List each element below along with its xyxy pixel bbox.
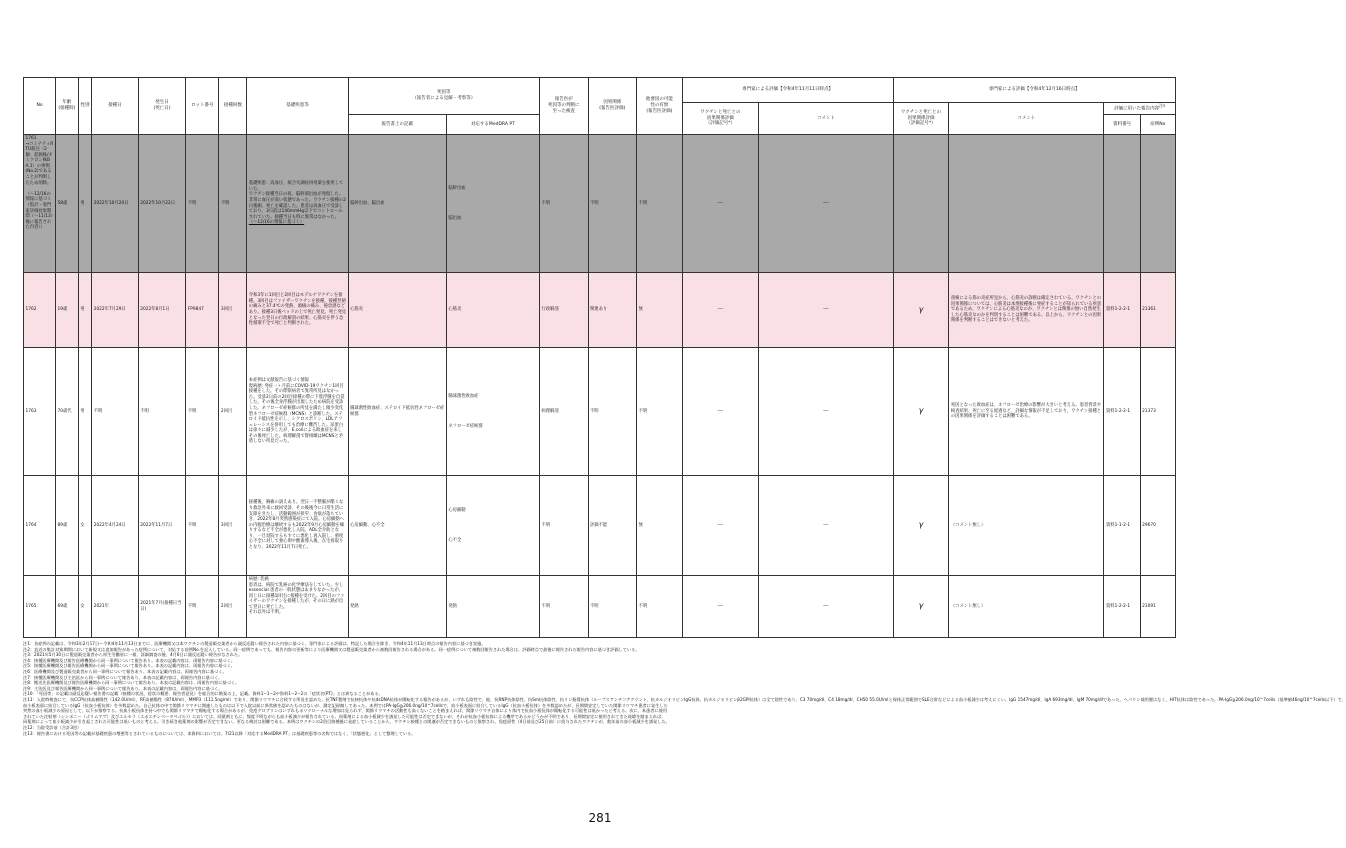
cell-e1-comment: － (759, 135, 893, 273)
footnote: 注2：直近の集計対象期間において新規又は追加報告があった症例について、対応する症例No.を記入している。同一症例であっても、報告内容の更新等により医療機関又は製造販売業者から複数回報告される場合がある。同一症例について複数回報告された場合は、評価時点で最後に報告された報告内容に基づき評価している。 (23, 646, 640, 652)
cell-pt (446, 476, 539, 576)
cell-pt (446, 348, 539, 476)
cell-other-cause: 不明 (637, 135, 682, 273)
cell-doc-no (1104, 135, 1140, 273)
cell-causality: 評価不能 (588, 476, 637, 576)
cell-lot: 不明 (186, 476, 219, 576)
cell-history: 病歴: 乳癌 患者は、病院で乳癌の化学療法をしていた。少し essencial 患者の一般状態はあまりなかったが、同じ日に接種1回目に接種を受けた。2回目のファイザーのワクチンを接種したが、その日に熱が出て翌日に死亡した。 それ以外は不明。 (247, 576, 348, 638)
cell-e2-comment: 剖検による筋の炎症所見から、心筋炎の診断は確定されている。ワクチンとの因果関係については、心筋炎は本剤接種後に発症することが知られている疾患であるため、ワクチンによる心筋炎なのか、ワクチンとは関係の無い自然発生した心筋炎なのかを判別することは困難である。以上から、ワクチンとの因果関係を判断することはできないと考えた。 (949, 273, 1104, 348)
cell-e1-eval: － (682, 273, 759, 348)
cell-onset: 2022年8月1日 (138, 273, 186, 348)
cell-age: 69歳 (56, 576, 79, 638)
header-e1-eval: ワクチンと死亡との 因果関係評価 （評価記号*） (682, 103, 759, 135)
cell-e2-comment: （コメント無し） (949, 476, 1104, 576)
cell-e1-eval: － (682, 135, 759, 273)
cell-doc-no: 資料1-2-2-1 (1104, 576, 1140, 638)
footnote: 注1：各症例の記載は、令和3年2月17日〜令和4年11月13日までに、医療機関又は本ワクチンの製造販売業者から副反応疑い報告された内容に基づく。専門家による評価は、特記した場合を除き、令和4年11月13日時点の報告内容に基づき実施。 (23, 641, 486, 646)
footnote: 注5：接種医療機関及び報告医療機関から同一事例について報告あり。本表の記載内容は、両報告内容に基づく。 (23, 663, 235, 669)
header-dose: 接種回数 (219, 78, 247, 135)
cell-other-cause: 無 (637, 273, 682, 348)
cell-case-no: 21373 (1140, 348, 1175, 476)
cell-dose: 2回目 (219, 348, 247, 476)
header-vac-date: 接種日 (92, 78, 139, 135)
cell-other-cause: 不明 (637, 348, 682, 476)
cell-onset: 2022年11月7日 (138, 476, 186, 576)
pt-item: 脳出血 (448, 215, 462, 221)
header-other-cause: 他要因の可能 性の有無 (報告医評価) (637, 78, 682, 135)
cell-dose: 2回目 (219, 576, 247, 638)
cell-sex: 男 (78, 348, 91, 476)
header-sex: 性別 (78, 78, 91, 135)
cell-no: 1763 (24, 348, 56, 476)
cell-history (247, 135, 348, 273)
header-e2-eval: ワクチンと死亡との 因果関係評価 （評価記号*） (893, 103, 949, 135)
footnote: 同薬剤によって血小板減少が引き起こされた可能性は低いものと考える。引き続き他薬剤の影響が否定できない。更なる検討は困難である。本例はワクチンの2回目接種後に発症していることから、ワクチン接種との関連が否定できないものと推察され、免疫原性（4日前及び25日前）に投与されたワクチンが、数年前の血小板減少を誘発した。 (23, 719, 670, 725)
page-number: 281 (588, 811, 612, 825)
cell-e2-eval: γ (893, 348, 949, 476)
cell-causality: 不明 (588, 348, 637, 476)
cell-sex: 女 (78, 476, 91, 576)
cell-no: 1761 →コミナティRTU筋注（2価：起源株/オミクロン株BA.1）の事例(No.2)であることが判明したため削除。 （〜12/16の情報に基づく（集計・専門家評価対象期間（〜11/13）後に報告された内容）） (24, 135, 56, 273)
footnote: 注10：「死因等」の記載は副反応疑い報告書の記載（接種の状況、症状の概要、報告者意見）を総合的に勘案の上、記載。資料1−1−2や資料1−2−2の「症状名(PT)」とは異なることがある。 (23, 691, 383, 697)
footnote: 注8：搬送先医療機関及び報告医療機関から同一事例について報告あり。本表の記載内容は、両報告内容に基づく。 (23, 680, 240, 686)
cell-doc-no: 資料1-2-2-1 (1104, 273, 1140, 348)
header-onset: 発生日 (死亡日) (138, 78, 186, 135)
cell-e2-eval: γ (893, 576, 949, 638)
cell-report: 発熱 (348, 576, 446, 638)
cell-causality: 関連あり (588, 273, 637, 348)
cell-e1-comment: － (759, 576, 893, 638)
cell-physician: 不明 (539, 576, 588, 638)
header-expert2: 専門家による評価【令和4年12月16日時点】 (893, 78, 1175, 103)
pt-item: 心房細動 (448, 507, 466, 513)
cell-causality: 不明 (588, 135, 637, 273)
header-e2-used (1104, 103, 1176, 115)
cell-age: 58歳 (56, 135, 79, 273)
cell-physician: 不明 (539, 476, 588, 576)
history-note: （〜12/16の情報に基づく） (248, 220, 305, 226)
header-causality: 因果関係 (報告医評価) (588, 78, 637, 135)
cell-report: 脳幹出血、脳出血 (348, 135, 446, 273)
footnotes (23, 641, 1346, 736)
cell-e2-comment: 死因となった敗血症は、ネフローゼ治療の影響が大きいと考える。患者背景や検査結果、死亡に至る経過など、詳細な情報が不足しており、ワクチン接種との因果関係を評価することは困難である。 (949, 348, 1104, 476)
cell-dose: 3回目 (219, 476, 247, 576)
cell-case-no: 21361 (1140, 273, 1175, 348)
cell-lot: FP9847 (186, 273, 219, 348)
footnote: 注6：医療機関及び製造販売業者から同一事例について報告あり。本表の記載内容は、両報告内容に基づく。 (23, 668, 227, 674)
cell-lot: 不明 (186, 135, 219, 273)
cell-physician: 行政解剖 (539, 273, 588, 348)
cell-onset: 不明 (138, 348, 186, 476)
cell-case-no: 21091 (1140, 576, 1175, 638)
cell-sex: 女 (78, 576, 91, 638)
footnote: 注9：主治医及び報告医療機関から同一事例について報告あり。本表の記載内容は、両報告内容に基づく。 (23, 685, 223, 691)
footnote: 注11：入院時検査にて、抗CCP抗体高値陽性（142.0U/ml）、RF高値陽性（87IU/ml）、MMP3（111.5ng/ml）であり、関節リウマチに合致する所見を認めた。抗TNF製剤で抗核抗体や抗dsDNA抗体が陽転化する報告があるが、いずれも陰性で、他、抗RNP抗体陰性、抗Sm抗体陰性、抗リン脂質抗体（ループスアンチコアグラント、抗カルジオリピンIgG抗体、抗カルジオリピンβ2GPI抗体）は全て陰性であり、C3 70mg/dl、C4 18mg/dl、CH50 55.0U/mlと保体正常範囲でSLE合併などによる血小板減少は考えにくい。IgG 1547mg/dl、IgA 693mg/dl、IgM 70mg/dlであった。ヘパリン使用歴はなく、HIT抗体は陰性であった。PA-IgG≧206.0ng/10^7cells（基準値46ng/10^7cells以下）で、 (23, 696, 1346, 702)
cell-vac-date: 2021年 (92, 576, 139, 638)
cell-dose: 不明 (219, 135, 247, 273)
cell-e2-eval (893, 135, 949, 273)
cell-history: 令和3年に1回目と2回目はモデルナワクチンを接種。3回目はファイザーワクチンを接種。接種翌朝の痛みと37.4℃の発熱、頭痛の痛み、倦怠感などあり。接種3日後ベッドの上で死亡発見。死亡発見となった翌日の行政解剖の結果、心筋炎を伴う急性循環不全で死亡と判断された。 (247, 273, 348, 348)
header-e2-comment: コメント (949, 103, 1104, 135)
table-row (24, 348, 1176, 476)
cell-no: 1765 (24, 576, 56, 638)
footnote: 注7：接種医療機関及び主治医から同一事例について報告あり。本表の記載内容は、両報告内容に基づく。 (23, 674, 223, 680)
history-text: 基礎疾患：高血圧、統合失調症併用薬を使用していた。 ワクチン接種当日の夜、脳幹部出血が発現した。非常に血圧が高い状態であった。ワクチン接種の2日後朝、死亡を確認した。患者は高血圧で受診しており、3日前は140mmHg以下でコントロールされていた。接種当日も特に異常はなかった。 (248, 181, 346, 220)
adverse-event-table (23, 77, 1176, 638)
cell-e1-comment: － (759, 273, 893, 348)
cell-vac-date: 2022年7月29日 (92, 273, 139, 348)
table-header (24, 78, 1176, 135)
cell-e2-eval: γ (893, 476, 949, 576)
footnote: 注3：2021年5月30日に製造販売業者から厚生労働省に一報、詳細調査の後、4月6日に副反応疑い報告がなされた。 (23, 652, 243, 658)
cell-physician: 不明 (539, 135, 588, 273)
cell-vac-date: 不明 (92, 348, 139, 476)
cell-doc-no: 資料1-1-2-1 (1104, 476, 1140, 576)
cell-no: 1764 (24, 476, 56, 576)
cell-pt: 心筋炎 (446, 273, 539, 348)
cell-report: 心房細動、心不全 (348, 476, 446, 576)
cell-onset: 2021年7月(接種日当日) (138, 576, 186, 638)
table-row (24, 273, 1176, 348)
cell-pt: 発熱 (446, 576, 539, 638)
header-death-group: 死因等 （報告者による見解・考察等） (348, 78, 539, 115)
header-case-no: 症例No (1140, 115, 1175, 135)
cell-lot: 不明 (186, 576, 219, 638)
cell-e2-eval: γ (893, 273, 949, 348)
cell-physician: 病理解剖 (539, 348, 588, 476)
cell-age: 70歳代 (56, 348, 79, 476)
footnote: 突然の血小板減少の原因として、以下が推察する。抗血小板抗体を持つ中でも関節リウマチで陽転化する場合があるが、免疫グロブリンはいずれもポリクローナルな増加は見られず、関節リウマチの活動性も高くないことを踏まえれば、関節リウマチ自体により体内で抗血小板抗体が陽転化する可能性は低かったと考える。次に、本患者に使用 (23, 708, 668, 714)
header-e1-comment: コメント (759, 103, 893, 135)
pt-item: 腸球菌性敗血症 (448, 393, 479, 399)
cell-e2-comment: （コメント無し） (949, 576, 1104, 638)
cell-history: 本症例は文献報告に基づく情報 現病歴: 発症一ヶ月前にCOVID-19ワクチン1回目接種をした。その際限病者で異常所見はなかった。受診2日前の2回目接種の際に下肢浮腫を自覚した。その後全身浮腫が出現したため病院を受診した。ネフローゼ症候群の所見を満たし微少変化型ネフローゼ症候群（MCNS）と診断した。ステロイド抵抗性を示し、シクロスポリン、LDLアフェレーシスを併用しても治療に難渋した。尿蛋白は徐々に減少したが、E.coliによる敗血症を来しその後死亡した。病理解剖で腎組織はMCNSと矛盾しない所見だった。 (247, 348, 348, 476)
cell-e2-comment (949, 135, 1104, 273)
footnote: 注4：接種医療機関及び報告医療機関から同一事例について報告あり。本表の記載内容は、両報告内容に基づく。 (23, 657, 235, 663)
cell-causality: 不明 (588, 576, 637, 638)
header-e2-used-sup: 注3 (1159, 104, 1166, 109)
cell-e1-comment: － (759, 348, 893, 476)
cell-e1-comment: － (759, 476, 893, 576)
header-no: No (24, 78, 56, 135)
header-lot: ロット番号 (186, 78, 219, 135)
cell-e1-eval: － (682, 348, 759, 476)
table-row (24, 135, 1176, 273)
cell-onset: 2022年10月22日 (138, 135, 186, 273)
cell-pt (446, 135, 539, 273)
pt-item: ネフローゼ症候群 (448, 423, 483, 429)
cell-report: 心筋炎 (348, 273, 446, 348)
cell-other-cause: 不明 (637, 576, 682, 638)
cell-lot: 不明 (186, 348, 219, 476)
table-row (24, 476, 1176, 576)
footnote: されていた注射剤（シンポニー（ゴリムマブ）及びエルセラ（エポエチンベータペゴル））においては、同薬剤ともに、頻度不明ながらも血小板減少が報告されている。同薬剤による血小板減少を誘発した可能性は否定できないが、それが抗血小板抗体による機序であるかどうかが不明であり、長期間安定に使用されてきた経緯を踏まえれば、 (23, 713, 666, 719)
cell-no: 1762 (24, 273, 56, 348)
header-doc-no: 資料番号 (1104, 115, 1140, 135)
cell-e1-eval: － (682, 576, 759, 638)
header-e2-used-label: 評価に用いた報告内容 (1114, 106, 1160, 112)
header-death-report: 報告書上の記載 (348, 115, 446, 135)
cell-case-no: 29670 (1140, 476, 1175, 576)
footnote: 注12：当院受診前（合計3回） (23, 724, 82, 730)
cell-report: 腸球菌性敗血症、ステロイド抵抗性ネフローゼ症候群 (348, 348, 446, 476)
cell-sex: 男 (78, 273, 91, 348)
header-expert1: 専門家による評価【令和4年11月11日時点】 (682, 78, 893, 103)
header-history: 基礎疾患等 (247, 78, 348, 135)
cell-sex: 男 (78, 135, 91, 273)
cell-history: 接種後、胸痛の訴えあり。翌日一不整脈が酷くなり救急外来に救回受診、その後後今に日常生活に支障をきたし、活動範囲が狭窄、食欲が落ちていき、2022年8月突然感染症にて入院。心房細動への内服治療は継続するも2022年9月心房細動を繰りするなど不全が悪化し入院。ADL全介助となり、一旦退院するもすぐに悪化し再入院し、重度心不全に対して強心剤や酸素導入後、在宅看取りとなり、2022年11月7日死亡。 (247, 476, 348, 576)
cell-vac-date: 2022年4月24日 (92, 476, 139, 576)
footnote: 注13：報告書における死因等の記載が基礎疾患の増悪等とされているものについては、本資料においては、7/21以降「対応するMedDRA PT」は基礎疾患等の名称ではなく、「状態悪化」として整理している。 (23, 730, 416, 736)
cell-doc-no: 資料1-2-2-1 (1104, 348, 1140, 476)
pt-item: 脳幹出血 (448, 185, 466, 191)
cell-age: 89歳 (56, 476, 79, 576)
cell-e1-eval: － (682, 476, 759, 576)
cell-dose: 3回目 (219, 273, 247, 348)
header-death-pt: 対応するMedDRA PT (446, 115, 539, 135)
footnote: 血小板表面に結合しているIgG（抗血小板抗体）を多数認めた。自己抗体の中で関節リウマチに関連したものは以下で入院以前に異常値を認めたものはないが、測定記録無しであった。本例ではPA-IgG≧206.0ng/10^7cellsで、血小板表面に結合しているIgG（抗血小板抗体）を多数認めたが、長期間安定していた関節リウマチ患者に発生した (23, 702, 668, 708)
cell-vac-date: 2022年10月20日 (92, 135, 139, 273)
pt-item: 心不全 (448, 537, 462, 543)
cell-other-cause: 無 (637, 476, 682, 576)
header-physician: 報告医が 死因等の判断に 至った検査 (539, 78, 588, 135)
cell-age: 19歳 (56, 273, 79, 348)
cell-case-no (1140, 135, 1175, 273)
table-row (24, 576, 1176, 638)
header-age: 年齢 (接種時) (56, 78, 79, 135)
